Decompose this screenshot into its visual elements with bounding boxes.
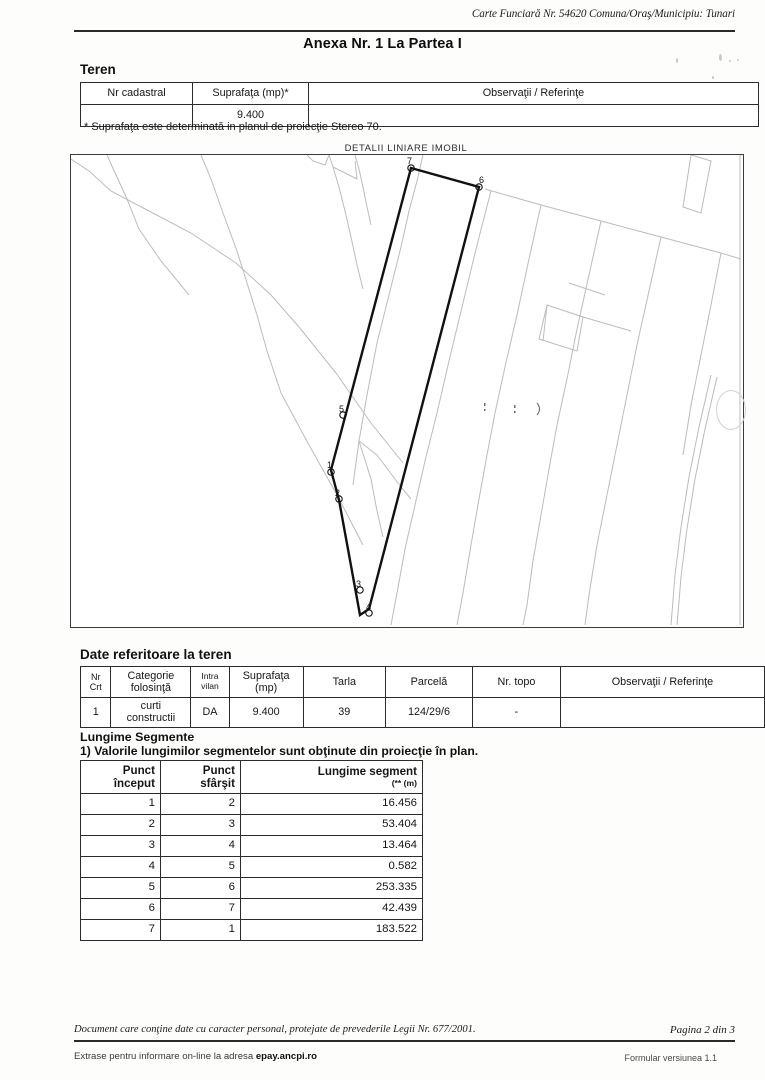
col-observatii: Observaţii / Referinţe: [560, 667, 764, 698]
cell-end: 6: [161, 878, 241, 899]
background-parcel-lines: [71, 155, 741, 625]
cell-start: 2: [81, 815, 161, 836]
col-intravilan: Intra vilan: [191, 667, 229, 698]
cell-suprafata: 9.400: [229, 698, 303, 728]
header-divider: [74, 30, 735, 32]
col-lungime-segment: [241, 761, 423, 794]
footer-divider: [74, 1040, 735, 1042]
vertex-label-2: 2: [335, 488, 341, 498]
cell-length: 183.522: [241, 920, 423, 941]
scan-speckle: [676, 58, 678, 63]
cell-length: 53.404: [241, 815, 423, 836]
col-punct-inceput: [81, 761, 161, 794]
table-row: [81, 857, 423, 878]
map-caption: DETALII LINIARE IMOBIL: [344, 143, 468, 154]
cell-nr-crt: 1: [81, 698, 111, 728]
page-title: Anexa Nr. 1 La Partea I: [303, 36, 462, 52]
vertex-label-3: 3: [356, 579, 362, 589]
table-row: [81, 836, 423, 857]
col-categorie-folosinta: Categorie folosinţă: [111, 667, 191, 698]
cell-length: 16.456: [241, 794, 423, 815]
table-row: [81, 794, 423, 815]
table-header-row: [81, 83, 759, 105]
vertex-label-5: 5: [339, 404, 345, 414]
table-header-row: [81, 667, 765, 698]
col-suprafata: Suprafaţa (mp): [229, 667, 303, 698]
cell-start: 4: [81, 857, 161, 878]
scan-speckle: [712, 76, 714, 79]
table-row: [81, 815, 423, 836]
cell-length: 253.335: [241, 878, 423, 899]
table-row: [81, 899, 423, 920]
footer-online-address[interactable]: epay.ancpi.ro: [255, 1051, 317, 1062]
footer-legal-notice: Document care conţine date cu caracter personal, protejate de prevederile Legii Nr. 677/2001.: [74, 1024, 476, 1035]
scan-speckle: [737, 59, 739, 61]
map-scan-marks: [484, 403, 540, 415]
table-header-row: [81, 761, 423, 794]
col-tarla: Tarla: [303, 667, 385, 698]
vertex-label-4: 4: [366, 602, 372, 612]
table-row: [81, 698, 765, 728]
col-lungime-unit: (** (m): [391, 777, 417, 788]
cell-observatii: [560, 698, 764, 728]
cell-start: 5: [81, 878, 161, 899]
col-lungime-label: Lungime segment: [317, 765, 417, 779]
cell-end: 3: [161, 815, 241, 836]
teren-footnote: * Suprafaţa este determinată in planul de proiecţie Stereo 70.: [84, 121, 382, 133]
date-teren-section-title: Date referitoare la teren: [80, 647, 232, 662]
scan-circle-artifact: [716, 390, 746, 430]
vertex-labels: [327, 156, 484, 612]
segmente-section-title: Lungime Segmente: [80, 730, 195, 744]
vertex-label-1: 1: [327, 460, 333, 470]
cell-suprafata: 9.400: [193, 105, 309, 127]
cell-parcela: 124/29/6: [385, 698, 472, 728]
cell-end: 5: [161, 857, 241, 878]
scan-speckle: [719, 54, 722, 61]
cell-tarla: 39: [303, 698, 385, 728]
col-suprafata: Suprafaţa (mp)*: [193, 83, 309, 105]
col-nr-crt: Nr Crt: [81, 667, 111, 698]
col-nr-topo: Nr. topo: [473, 667, 561, 698]
col-punct-sfarsit: [161, 761, 241, 794]
cell-length: 0.582: [241, 857, 423, 878]
col-nr-cadastral: Nr cadastral: [81, 83, 193, 105]
footer-page-number: Pagina 2 din 3: [669, 1024, 735, 1036]
teren-section-title: Teren: [80, 62, 116, 77]
date-teren-table: [80, 666, 765, 728]
cell-categorie: curti constructii: [111, 698, 191, 728]
col-punct-inceput-label: Punct început: [113, 763, 155, 790]
cell-end: 2: [161, 794, 241, 815]
cell-start: 1: [81, 794, 161, 815]
vertex-label-6: 6: [479, 175, 485, 185]
cell-length: 13.464: [241, 836, 423, 857]
segmente-note: 1) Valorile lungimilor segmentelor sunt obţinute din proiecţie în plan.: [80, 744, 479, 758]
vertex-label-7: 7: [407, 156, 413, 166]
lungime-segmente-table: [80, 760, 423, 941]
carte-funciara-header: Carte Funciară Nr. 54620 Comuna/Oraş/Municipiu: Tunari: [471, 8, 735, 20]
col-punct-sfarsit-label: Punct sfârşit: [200, 763, 235, 790]
footer-online-info: [74, 1051, 317, 1062]
footer-online-prefix: Extrase pentru informare on-line la adresa: [74, 1051, 256, 1062]
cell-intravilan: DA: [191, 698, 229, 728]
cell-nr-topo: -: [473, 698, 561, 728]
cell-end: 4: [161, 836, 241, 857]
scan-speckle: [729, 60, 731, 62]
cell-start: 3: [81, 836, 161, 857]
cadastral-map: [70, 154, 744, 628]
cell-length: 42.439: [241, 899, 423, 920]
map-svg: [71, 155, 741, 625]
cell-start: 6: [81, 899, 161, 920]
col-parcela: Parcelă: [385, 667, 472, 698]
col-observatii: Observaţii / Referinţe: [309, 83, 759, 105]
footer-form-version: Formular versiunea 1.1: [624, 1053, 717, 1063]
cell-end: 1: [161, 920, 241, 941]
table-row: [81, 878, 423, 899]
table-row: [81, 920, 423, 941]
cell-end: 7: [161, 899, 241, 920]
cell-start: 7: [81, 920, 161, 941]
